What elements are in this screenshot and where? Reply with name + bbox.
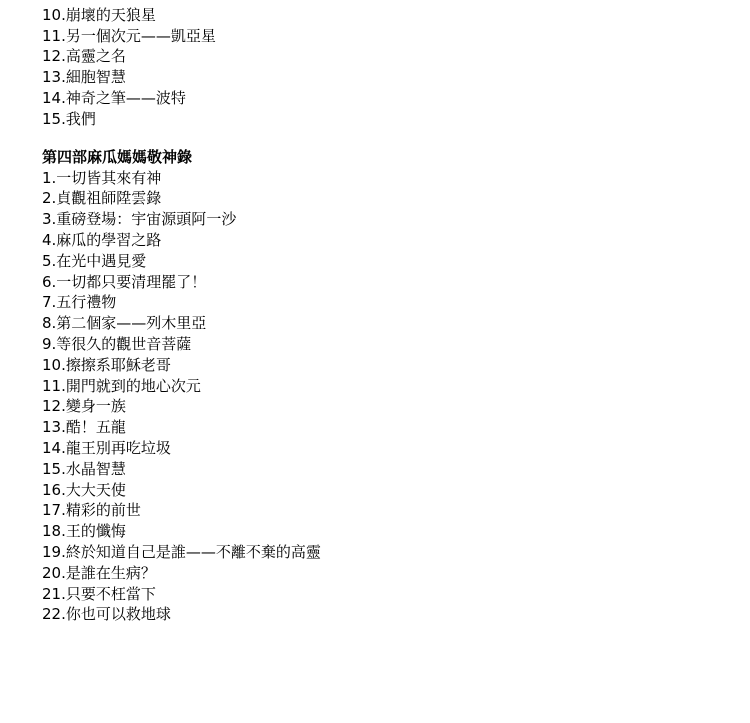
toc-item: 16.大大天使 [42, 480, 126, 499]
toc-item: 9.等很久的觀世音菩薩 [42, 334, 192, 353]
toc-item: 18.王的懺悔 [42, 522, 126, 541]
toc-item: 11.另一個次元——凱亞星 [42, 26, 216, 45]
toc-item: 17.精彩的前世 [42, 501, 141, 520]
toc-item: 15.水晶智慧 [42, 459, 126, 478]
toc-item: 1.一切皆其來有神 [42, 168, 162, 187]
toc-item: 13.酷！五龍 [42, 418, 126, 437]
toc-item: 14.神奇之筆——波特 [42, 88, 186, 107]
toc-item: 10.擦擦系耶穌老哥 [42, 355, 171, 374]
toc-item: 20.是誰在生病？ [42, 563, 156, 582]
toc-item: 21.只要不枉當下 [42, 584, 156, 603]
section-gap [42, 130, 742, 146]
toc-item: 3.重磅登場：宇宙源頭阿一沙 [42, 210, 237, 229]
toc-item: 15.我們 [42, 109, 96, 128]
toc-item: 12.變身一族 [42, 397, 126, 416]
toc-document [42, 0, 742, 625]
toc-item: 5.在光中遇見愛 [42, 251, 147, 270]
toc-item: 22.你也可以救地球 [42, 605, 171, 624]
section-heading: 第四部麻瓜媽媽敬神錄 [42, 147, 193, 166]
toc-item: 6.一切都只要清理罷了！ [42, 272, 207, 291]
toc-item: 13.細胞智慧 [42, 68, 126, 87]
toc-item: 2.貞觀祖師陞雲錄 [42, 189, 162, 208]
toc-item: 10.崩壞的天狼星 [42, 5, 156, 24]
toc-item: 12.高靈之名 [42, 47, 126, 66]
toc-item: 8.第二個家——列木里亞 [42, 314, 207, 333]
toc-item: 7.五行禮物 [42, 293, 117, 312]
toc-item: 19.終於知道自己是誰——不離不棄的高靈 [42, 542, 321, 561]
toc-item: 14.龍王別再吃垃圾 [42, 438, 171, 457]
toc-item: 4.麻瓜的學習之路 [42, 230, 162, 249]
toc-item: 11.開門就到的地心次元 [42, 376, 201, 395]
